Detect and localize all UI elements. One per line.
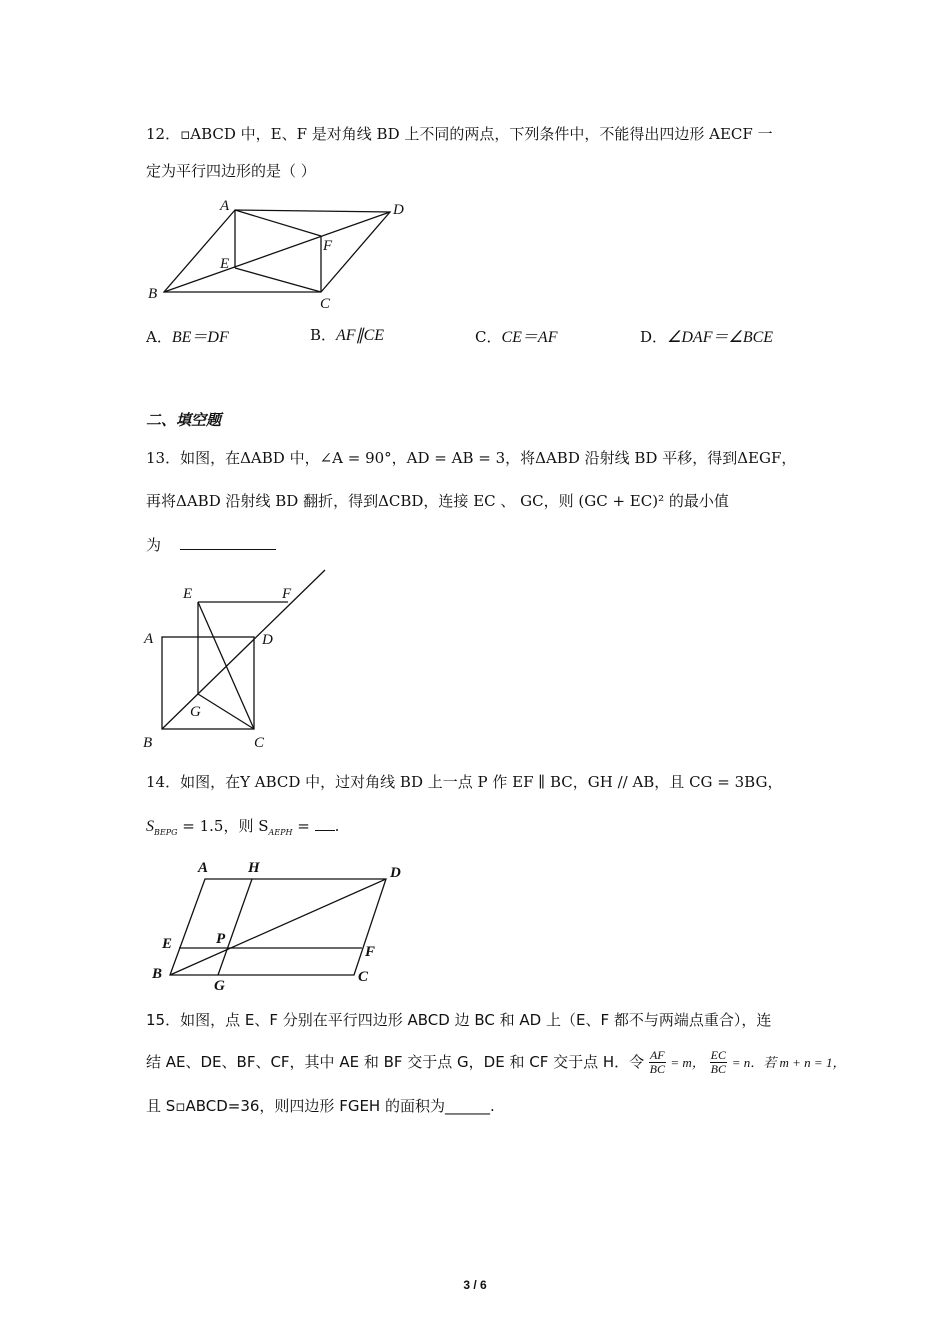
q14-label-p: P [216, 931, 226, 947]
q14-label-a: A [198, 860, 209, 876]
q15-line3: 且 S▫ABCD=36，则四边形 FGEH 的面积为______. [146, 1097, 495, 1115]
q12-label-d: D [393, 202, 404, 218]
q15-fraction-ec-bc: $\frac{EC}{BC}$ [710, 1048, 726, 1076]
q14-line1: 14．如图，在Y ABCD 中，过对角线 BD 上一点 P 作 EF ∥ BC，GH // AB，且 CG = 3BG， [146, 773, 783, 791]
q12-line2: 定为平行四边形的是（ ） [146, 162, 316, 180]
q13-line1: 13．如图，在ΔABD 中，∠A = 90°，AD = AB = 3，将ΔABD 沿射线 BD 平移，得到ΔEGF， [146, 449, 797, 467]
q12-figure [140, 192, 430, 314]
q13-label-g: G [190, 704, 201, 720]
q14-label-f: F [365, 944, 376, 960]
q14-line2: $S_{BEPG} = 1.5$，则 $S_{AEPH}$ = . [146, 817, 340, 837]
q13-label-e: E [183, 586, 193, 602]
q13-figure [140, 566, 340, 752]
q13-label-f: F [282, 586, 292, 602]
q13-line3: 为 [146, 535, 276, 555]
q14-label-c: C [358, 969, 369, 985]
q14-label-e: E [162, 936, 173, 952]
q12-option-d[interactable]: D．∠DAF＝∠BCE [640, 328, 774, 346]
q12-label-b: B [148, 286, 158, 302]
q14-label-b: B [152, 966, 163, 982]
q13-label-b: B [143, 735, 153, 751]
q12-option-b[interactable]: B．AF∥CE [310, 326, 385, 344]
q14-label-h: H [248, 860, 260, 876]
q12-line1: 12．▫ABCD 中，E、F 是对角线 BD 上不同的两点，下列条件中，不能得出四边形 AECF 一 [146, 125, 773, 143]
q13-label-a: A [144, 631, 154, 647]
q12-option-c[interactable]: C．CE＝AF [475, 328, 558, 346]
q13-label-c: C [254, 735, 265, 751]
q14-label-g: G [214, 978, 225, 994]
q12-option-a[interactable]: A．BE＝DF [146, 328, 229, 346]
q14-figure [140, 852, 420, 994]
q14-label-d: D [390, 865, 401, 881]
q13-answer-blank[interactable] [180, 535, 276, 550]
q14-answer-blank[interactable] [315, 816, 335, 831]
q12-label-c: C [320, 296, 331, 312]
q12-label-e: E [220, 256, 230, 272]
q13-line2: 再将ΔABD 沿射线 BD 翻折，得到ΔCBD，连接 EC 、 GC，则 (GC + EC)² 的最小值 [146, 492, 729, 510]
q15-fraction-af-bc: $\frac{AF}{BC}$ [649, 1048, 665, 1076]
q12-label-a: A [220, 198, 230, 214]
q13-label-d: D [262, 632, 273, 648]
page-number: 3 / 6 [463, 1278, 487, 1292]
q15-line1: 15．如图，点 E、F 分别在平行四边形 ABCD 边 BC 和 AD 上（E、F 都不与两端点重合），连 [146, 1011, 772, 1029]
q15-line2: 结 AE、DE、BF、CF，其中 AE 和 BF 交于点 G，DE 和 CF 交于点 H．令 $\frac{AF}{BC}$ = m， $\frac{EC}{BC}$ = n．若 m + n = 1， [146, 1048, 846, 1076]
q12-label-f: F [323, 238, 333, 254]
section-title: 二、填空题 [146, 411, 222, 429]
